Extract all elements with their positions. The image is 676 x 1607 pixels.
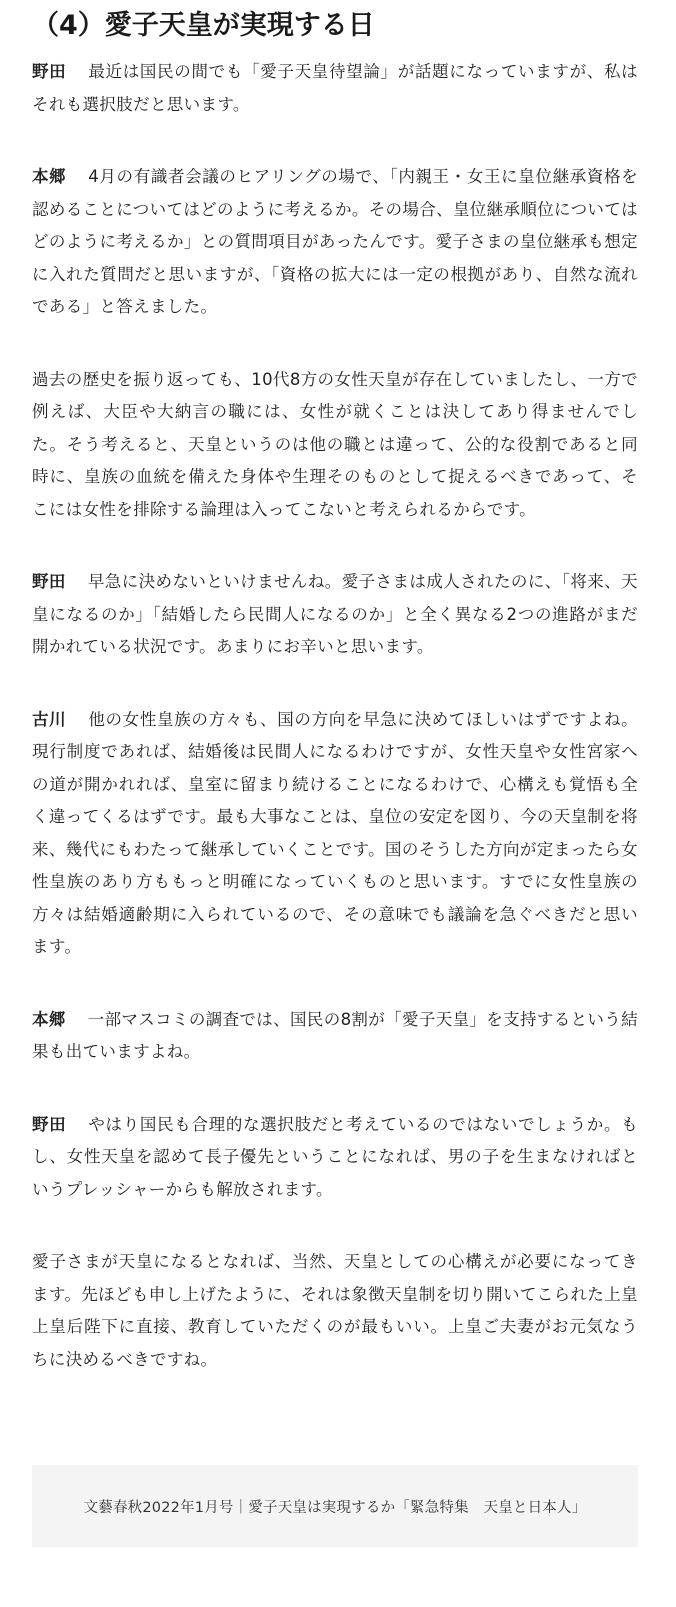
dialogue-paragraph xyxy=(32,56,638,121)
dialogue-paragraph xyxy=(32,704,638,964)
paragraph-text: 4月の有識者会議のヒアリングの場で、「内親王・女王に皇位継承資格を認めることについてはどのように考えるか。その場合、皇位継承順位についてはどのように考えるか」との質問項目があったんです。愛子さまの皇位継承も想定に入れた質問だと思いますが、「資格の拡大には一定の根拠があり、自然な流れである」と答えました。 xyxy=(32,167,638,316)
dialogue-paragraph xyxy=(32,1246,638,1376)
paragraph-text: 早急に決めないといけませんね。愛子さまは成人されたのに、「将来、天皇になるのか」「結婚したら民間人になるのか」と全く異なる2つの進路がまだ開かれている状況です。あまりにお辛いと思います。 xyxy=(32,572,638,656)
source-citation-text: 文藝春秋2022年1月号｜愛子天皇は実現するか「緊急特集 天皇と日本人」 xyxy=(83,1499,587,1516)
paragraph-text: 最近は国民の間でも「愛子天皇待望論」が話題になっていますが、私はそれも選択肢だと思います。 xyxy=(32,62,638,114)
source-citation-box xyxy=(32,1465,638,1547)
dialogue-paragraph xyxy=(32,1004,638,1069)
article-body xyxy=(32,0,638,1376)
section-heading: （4）愛子天皇が実現する日 xyxy=(32,10,375,41)
paragraph-text: 過去の歴史を振り返っても、10代8方の女性天皇が存在していましたし、一方で例えば、大臣や大納言の職には、女性が就くことは決してあり得ませんでした。そう考えると、天皇というのは他の職とは違って、公的な役割であると同時に、皇族の血統を備えた身体や生理そのものとして捉えるべきであって、そこには女性を排除する論理は入ってこないと考えられるからです。 xyxy=(32,369,638,519)
speaker-name: 古川 xyxy=(32,709,67,729)
speaker-name: 野田 xyxy=(32,572,66,591)
paragraph-text: やはり国民も合理的な選択肢だと考えているのではないでしょうか。もし、女性天皇を認めて長子優先ということになれば、男の子を生まなければというプレッシャーからも解放されます。 xyxy=(32,1114,638,1199)
dialogue-paragraph xyxy=(32,1109,638,1207)
paragraph-text: 愛子さまが天皇になるとなれば、当然、天皇としての心構えが必要になってきます。先ほども申し上げたように、それは象徴天皇制を切り開いてこられた上皇上皇后陛下に直接、教育していただくのが最もいい。上皇ご夫妻がお元気なうちに決めるべきですね。 xyxy=(32,1252,638,1369)
paragraph-text: 他の女性皇族の方々も、国の方向を早急に決めてほしいはずですよね。現行制度であれば、結婚後は民間人になるわけですが、女性天皇や女性宮家への道が開かれれば、皇室に留まり続けることになるわけで、心構えも覚悟も全く違ってくるはずです。最も大事なことは、皇位の安定を図り、今の天皇制を将来、幾代にもわたって継承していくことです。国のそうした方向が定まったら女性皇族のあり方ももっと明確になっていくものと思います。すでに女性皇族の方々は結婚適齢期に入られているので、その意味でも議論を急ぐべきだと思います。 xyxy=(32,709,638,956)
speaker-name: 本郷 xyxy=(32,1009,66,1029)
paragraph-text: 一部マスコミの調査では、国民の8割が「愛子天皇」を支持するという結果も出ていますよね。 xyxy=(32,1009,638,1061)
dialogue-paragraph xyxy=(32,566,638,664)
speaker-name: 野田 xyxy=(32,1114,67,1134)
speaker-name: 本郷 xyxy=(32,167,67,186)
dialogue-paragraph xyxy=(32,161,638,324)
dialogue-paragraph xyxy=(32,364,638,527)
speaker-name: 野田 xyxy=(32,62,67,81)
